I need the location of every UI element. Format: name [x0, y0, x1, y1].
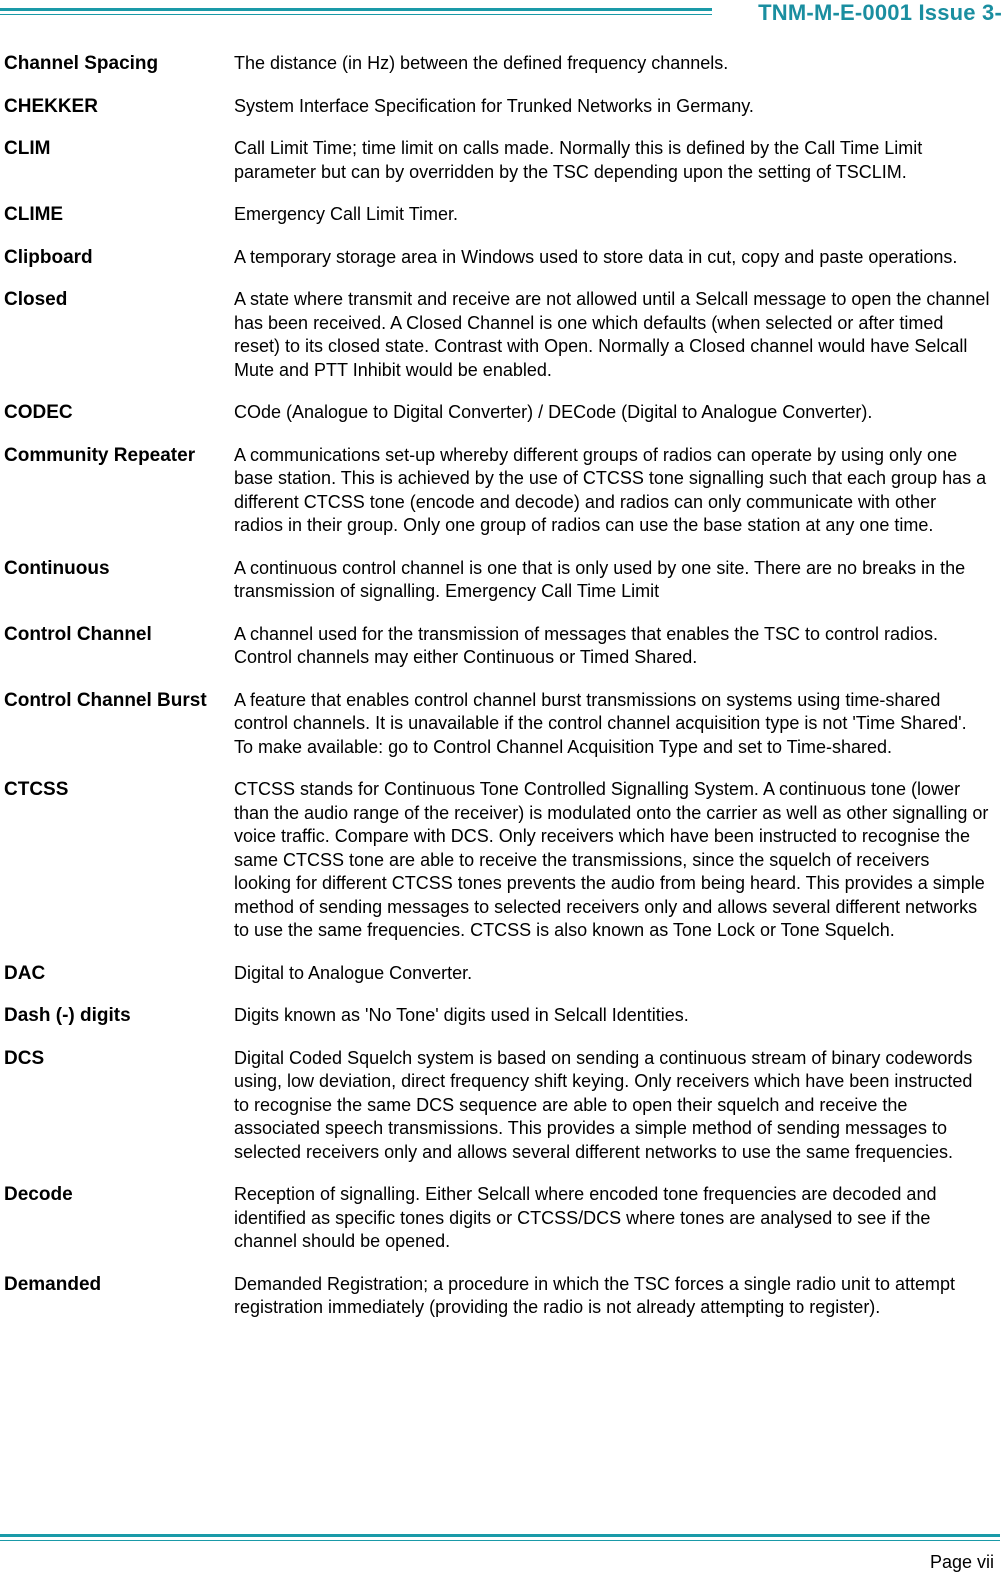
- glossary-term: Control Channel: [4, 623, 152, 645]
- glossary-term: DCS: [4, 1047, 45, 1069]
- glossary-entry: [0, 137, 1008, 184]
- page-number: Page vii: [929, 1552, 994, 1572]
- glossary-definition: Digits known as 'No Tone' digits used in Selcall Identities.: [234, 1005, 689, 1025]
- glossary-term: CTCSS: [4, 779, 69, 800]
- glossary-definition: CTCSS stands for Continuous Tone Controlled Signalling System. A continuous tone (lower than the audio range of the receiver) is modulated onto the carrier as well as other signalling or voice traffic. Compare with DCS. Only receivers which have been instructed to recognise the same CTCSS tone are able to receive the transmissions, since the squelch of receivers looking for different CTCSS tones prevents the audio from being heard. This provides a simple method of sending messages to selected receivers only and allows several different networks to use the same frequencies. CTCSS is also known as Tone Lock or Tone Squelch.: [234, 779, 989, 940]
- glossary-term: CHEKKER: [4, 95, 98, 117]
- glossary-entry: [0, 1273, 1008, 1320]
- glossary-entry: [0, 623, 1008, 670]
- glossary-definition: A state where transmit and receive are not allowed until a Selcall message to open the channel has been received. A Closed Channel is one which defaults (when selected or after timed reset) to its closed state. Contrast with Open. Normally a Closed channel would have Selcall Mute and PTT Inhibit would be enabled.: [234, 289, 990, 380]
- glossary-entry: [0, 1047, 1008, 1165]
- header-rule-thin: [0, 14, 712, 15]
- glossary-definition: Emergency Call Limit Timer.: [234, 204, 459, 224]
- glossary-definition: A channel used for the transmission of messages that enables the TSC to control radios. Control channels may either Continuous or Timed Shared.: [234, 623, 939, 667]
- glossary-term: CLIME: [4, 204, 64, 225]
- glossary-entry: [0, 1183, 1008, 1254]
- glossary-entry: [0, 444, 1008, 538]
- glossary-term: Closed: [4, 289, 68, 310]
- glossary-definition: The distance (in Hz) between the defined frequency channels.: [234, 53, 729, 73]
- glossary-list: [0, 52, 1008, 1339]
- glossary-term: CLIM: [4, 138, 51, 159]
- glossary-definition: Call Limit Time; time limit on calls made. Normally this is defined by the Call Time Limit parameter but can by overridden by the TSC depending upon the setting of TSCLIM.: [234, 138, 923, 182]
- document-title: TNM-M-E-0001 Issue 3-: [758, 0, 1002, 25]
- page-footer: [0, 1530, 1008, 1583]
- glossary-entry: [0, 95, 1008, 119]
- page-header: [0, 0, 1008, 28]
- glossary-entry: [0, 203, 1008, 227]
- glossary-definition: System Interface Specification for Trunked Networks in Germany.: [234, 95, 754, 116]
- glossary-definition: Demanded Registration; a procedure in which the TSC forces a single radio unit to attempt registration immediately (providing the radio is not already attempting to register).: [234, 1273, 956, 1317]
- glossary-definition: Digital Coded Squelch system is based on sending a continuous stream of binary codewords using, low deviation, direct frequency shift keying. Only receivers which have been instructed to recognise the same DCS sequence are able to open their squelch and receive the associated speech transmissions. This provides a simple method of sending messages to selected receivers only and allows several different networks to use the same frequencies.: [234, 1047, 973, 1162]
- header-rule-thick: [0, 8, 712, 11]
- glossary-term: Community Repeater: [4, 444, 196, 466]
- glossary-definition: Digital to Analogue Converter.: [234, 962, 473, 983]
- glossary-entry: [0, 557, 1008, 604]
- glossary-term: DAC: [4, 962, 46, 984]
- glossary-definition: Reception of signalling. Either Selcall where encoded tone frequencies are decoded and identified as specific tones digits or CTCSS/DCS where tones are analysed to see if the channel should be opened.: [234, 1184, 937, 1251]
- glossary-term: Dash (-) digits: [4, 1005, 131, 1026]
- glossary-definition: A continuous control channel is one that is only used by one site. There are no breaks in the transmission of signalling. Emergency Call Time Limit: [234, 557, 966, 601]
- glossary-term: Control Channel Burst: [4, 689, 207, 711]
- glossary-entry: [0, 1004, 1008, 1028]
- glossary-definition: A feature that enables control channel burst transmissions on systems using time-shared control channels. It is unavailable if the control channel acquisition type is not 'Time Shared'. To make available: go to Control Channel Acquisition Type and set to Time-shared.: [234, 689, 967, 757]
- glossary-definition: A temporary storage area in Windows used to store data in cut, copy and paste operations.: [234, 246, 958, 267]
- glossary-entry: [0, 288, 1008, 382]
- glossary-entry: [0, 246, 1008, 270]
- glossary-entry: [0, 689, 1008, 760]
- glossary-entry: [0, 962, 1008, 986]
- glossary-entry: [0, 401, 1008, 425]
- glossary-definition: COde (Analogue to Digital Converter) / DECode (Digital to Analogue Converter).: [234, 402, 873, 422]
- footer-rule-thin: [0, 1540, 1000, 1541]
- glossary-term: Decode: [4, 1184, 73, 1205]
- glossary-term: CODEC: [4, 402, 73, 423]
- header-rule: [0, 8, 712, 16]
- glossary-term: Demanded: [4, 1273, 102, 1295]
- glossary-definition: A communications set-up whereby different groups of radios can operate by using only one base station. This is achieved by the use of CTCSS tone signalling such that each group has a different CTCSS tone (encode and decode) and radios can only communicate with other radios in their group. Only one group of radios can use the base station at any one time.: [234, 444, 987, 535]
- glossary-entry: [0, 778, 1008, 943]
- glossary-term: Continuous: [4, 557, 110, 579]
- glossary-term: Channel Spacing: [4, 53, 159, 74]
- glossary-term: Clipboard: [4, 246, 93, 268]
- glossary-entry: [0, 52, 1008, 76]
- footer-rule-thick: [0, 1534, 1000, 1537]
